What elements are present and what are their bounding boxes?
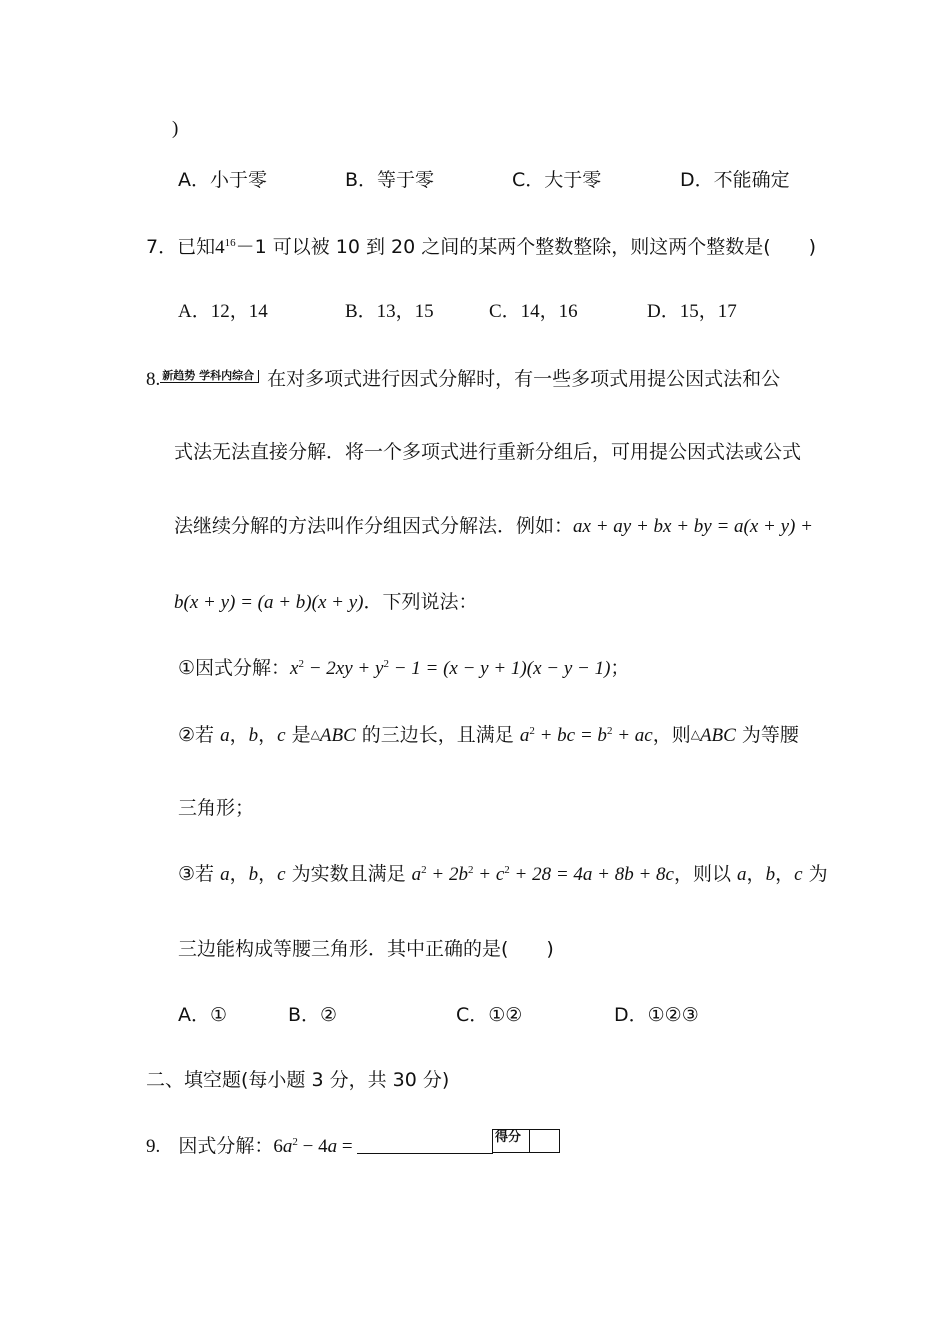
statement-3-text-b: 为实数且满足	[291, 863, 406, 885]
statement-2-line-2: 三角形；	[178, 797, 255, 819]
question-7-exponent: 16	[224, 237, 236, 249]
question-8-text-4: ．下列说法：	[363, 591, 478, 613]
question-9	[146, 1134, 493, 1159]
question-9-math: $6a^2 - 4a$ =	[273, 1136, 358, 1157]
question-7-text: －1 可以被 10 到 20 之间的某两个整数整除，则这两个整数是( )	[235, 236, 817, 258]
question-8-tag-badge: 新趋势 学科内综合	[160, 370, 259, 383]
q8-option-a: A．①	[178, 1004, 228, 1026]
question-8-line-4	[174, 590, 478, 615]
score-label: 得分	[493, 1130, 530, 1152]
q7-option-a: A．12，14	[178, 301, 268, 322]
q7-option-d: D．15，17	[647, 301, 737, 322]
question-8-line-3	[174, 514, 813, 539]
statement-3-text-c: ，则以	[673, 863, 731, 885]
question-9-answer-blank[interactable]	[357, 1135, 493, 1154]
section-2-heading: 二、填空题(每小题 3 分，共 30 分)	[146, 1069, 450, 1091]
statement-1-math: $x^2 - 2xy + y^2 - 1 = (x - y + 1)(x - y - 1)$	[290, 658, 611, 679]
q6-closing-paren: )	[172, 118, 179, 139]
q8-option-c: C．①②	[456, 1004, 523, 1026]
question-7-base: 4	[215, 237, 225, 258]
question-8-text-3: 法继续分解的方法叫作分组因式分解法．例如：	[174, 515, 574, 537]
question-9-text: 因式分解：	[178, 1135, 274, 1157]
question-8-text-1: 在对多项式进行因式分解时，有一些多项式用提公因式法和公	[267, 368, 781, 390]
statement-1: ①因式分解：$x^2 - 2xy + y^2 - 1 = (x - y + 1)(x - y - 1)$；	[178, 657, 630, 679]
q6-option-d: D．不能确定	[680, 169, 790, 191]
statement-3: ③若 a，b，c 为实数且满足 $a^2 + 2b^2 + c^2 + 28 = 4a + 8b + 8c$，则以 a，b，c 为	[178, 863, 828, 885]
question-8-line-1	[146, 367, 780, 392]
statement-2-vars: a	[220, 725, 230, 746]
statement-2-text-c: 的三边长，且满足	[361, 724, 514, 746]
question-8-line-2: 式法无法直接分解．将一个多项式进行重新分组后，可用提公因式法或公式	[174, 441, 802, 463]
question-8-example-math-1: ax + ay + bx + by = a(x + y) +	[573, 516, 813, 537]
question-8-number: 8.	[146, 369, 161, 390]
question-7-pre: 已知	[177, 236, 216, 258]
score-box	[492, 1129, 560, 1153]
statement-2-text-d: ，则	[652, 724, 691, 746]
question-8-example-math-2: b(x + y) = (a + b)(x + y)	[174, 592, 364, 613]
q8-option-d: D．①②③	[614, 1004, 699, 1026]
q8-option-b: B．②	[288, 1004, 338, 1026]
q6-option-a: A．小于零	[178, 169, 267, 191]
score-cell[interactable]	[530, 1130, 559, 1152]
statement-3-line-2: 三边能构成等腰三角形．其中正确的是( )	[178, 938, 554, 960]
q6-option-b: B．等于零	[345, 169, 435, 191]
statement-2-text-e: 为等腰	[741, 724, 799, 746]
statement-3-text-a: ③若	[178, 863, 215, 885]
question-9-number: 9.	[146, 1136, 161, 1157]
statement-2-text-a: ②若	[178, 724, 215, 746]
statement-2: ②若 a，b，c 是△ABC 的三边长，且满足 $a^2$ + bc = $b^2$ + ac，则△ABC 为等腰	[178, 724, 799, 746]
statement-2-triangle: △ABC	[310, 725, 356, 746]
statement-3-math: $a^2 + 2b^2 + c^2 + 28 = 4a + 8b + 8c$	[411, 864, 674, 885]
statement-2-text-b: 是	[291, 724, 311, 746]
statement-3-text-d: 为	[808, 863, 828, 885]
question-7-number: 7．	[146, 236, 178, 258]
statement-2-math: $a^2$ + bc = $b^2$ + ac	[519, 725, 653, 746]
q7-option-c: C．14，16	[489, 301, 578, 322]
question-7	[146, 235, 816, 260]
q6-option-c: C．大于零	[512, 169, 602, 191]
q7-option-b: B．13，15	[345, 301, 434, 322]
statement-1-label: ①因式分解：	[178, 657, 291, 679]
